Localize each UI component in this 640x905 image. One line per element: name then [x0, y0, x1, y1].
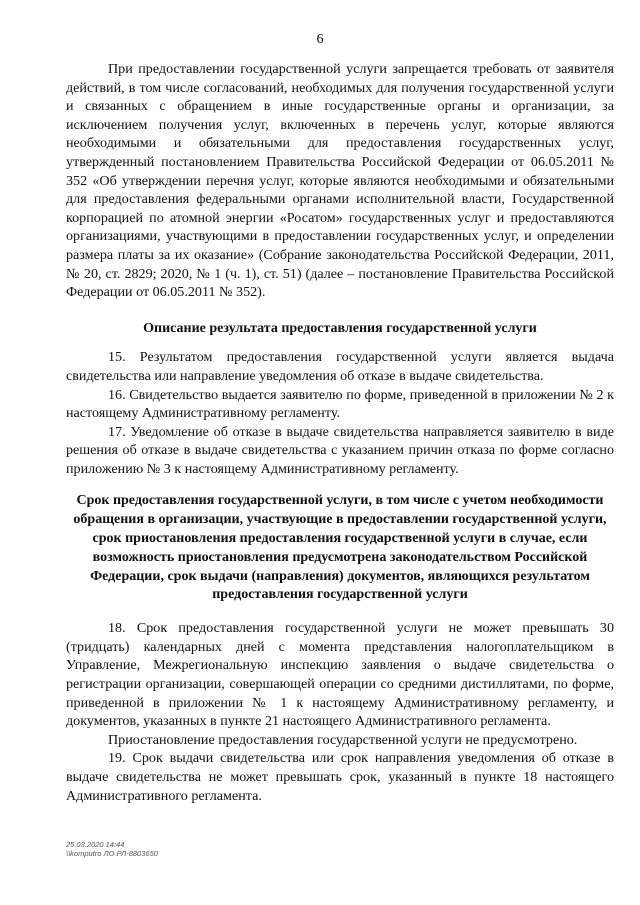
paragraph-18-suspension: Приостановление предоставления государственной услуги не предусмотрено.	[108, 731, 578, 748]
paragraph-15: 15. Результатом предоставления государственной услуги является выдача свидетельства или направление уведомления об отказе в выдаче свидетельства.	[66, 349, 614, 384]
paragraph-19: 19. Срок выдачи свидетельства или срок направления уведомления об отказе в выдаче свидетельства не может превышать срок, указанный в пункте 18 настоящего Административного регламента.	[66, 750, 614, 804]
paragraph-18: 18. Срок предоставления государственной услуги не может превышать 30 (тридцать) календарных дней с момента представления налогоплательщиком в Управление, Межрегиональную инспекцию заявления о выдаче свидетельства о регистрации организации, совершающей операции со средними дистиллятами, по форме, приведенной в приложении № 1 к настоящему Административному регламенту, и документов, указанных в пункте 21 настоящего Административного регламента.	[66, 620, 614, 730]
footer-file-id: \\komputro ЛО.РЛ-8803650	[66, 849, 158, 858]
paragraph-16: 16. Свидетельство выдается заявителю по форме, приведенной в приложении № 2 к настоящему Административному регламенту.	[66, 386, 614, 422]
section-heading-result: Описание результата предоставления государственной услуги	[143, 320, 537, 336]
paragraph-intro: При предоставлении государственной услуги запрещается требовать от заявителя действий, в том числе согласований, необходимых для получения государственной услуги и связанных с обращением в иные государственные органы и организации, за исключением получения услуг, включенных в перечень услуг, которые являются необходимыми и обязательными для предоставления государственных услуг, утвержденный постановлением Правительства Российской Федерации от 06.05.2011 № 352 «Об утверждении перечня услуг, которые являются необходимыми и обязательными для предоставления федеральными органами исполнительной власти, Государственной корпорацией по атомной энергии «Росатом» государственных услуг и предоставляются организациями, участвующими в предоставлении государственных услуг, и определении размера платы за их оказание» (Собрание законодательства Российской Федерации, 2011, № 20, ст. 2829; 2020, № 1 (ч. 1), ст. 51) (далее – постановление Правительства Российской Федерации от 06.05.2011 № 352).	[66, 61, 614, 301]
page-number: 6	[316, 32, 324, 47]
footer-timestamp: 25.03.2020 14:44	[66, 840, 125, 849]
document-footer-stamp	[66, 840, 158, 858]
paragraph-17: 17. Уведомление об отказе в выдаче свидетельства направляется заявителю в виде решения об отказе в выдаче свидетельства с указанием причин отказа по форме согласно приложению № 3 к настоящему Административному регламенту.	[66, 423, 614, 477]
document-body	[66, 60, 614, 805]
section-heading-term: Срок предоставления государственной услуги, в том числе с учетом необходимости обращения в организации, участвующие в предоставлении государственной услуги, срок приостановления предоставления государственной услуги в случае, если возможность приостановления предусмотрена законодательством Российской Федерации, срок выдачи (направления) документов, являющихся результатом предоставления государственной услуги	[73, 493, 607, 603]
